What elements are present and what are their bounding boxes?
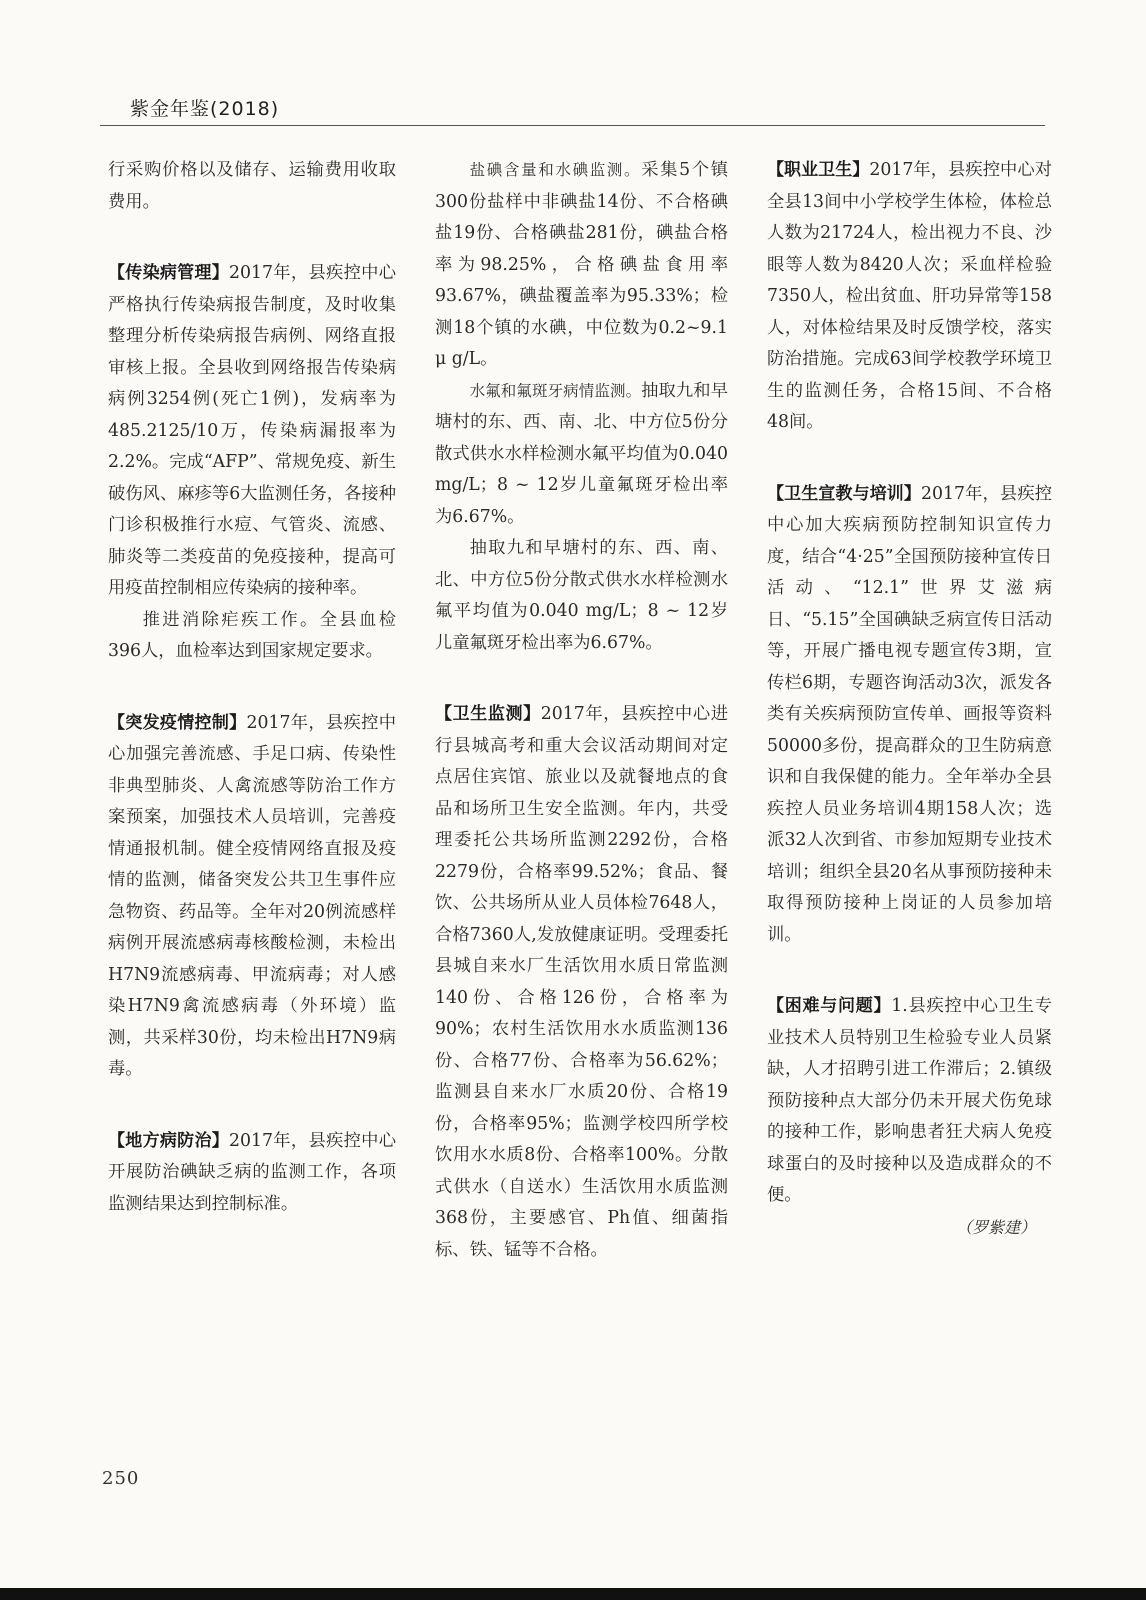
section-health-monitoring [435, 699, 728, 1266]
section-body: 2017年，县疾控中心进行县城高考和重大会议活动期间对定点居住宾馆、旅业以及就餐地点的食品和场所卫生安全监测。年内，共受理委托公共场所监测2292份，合格2279份，合格率99.52%；食品、餐饮、公共场所从业人员体检7648人，合格7360人,发放健康证明。受理委托县城自来水厂生活饮用水质日常监测140份、合格126份，合格率为90%；农村生活饮用水水质监测136份、合格77份、合格率为56.62%；监测县自来水厂水质20份、合格19份，合格率95%；监测学校四所学校饮用水水质8份、合格率100%。分散式供水（自送水）生活饮用水质监测368份，主要感官、Ph值、细菌指标、铁、锰等不合格。 [435, 704, 729, 1260]
author-credit: （罗紫建） [955, 1217, 1036, 1237]
section-outbreak-control [108, 708, 396, 1086]
scan-edge-bar [0, 1588, 1146, 1600]
paragraph-body: 采集5个镇300份盐样中非碘盐14份、不合格碘盐19份、合格碘盐281份，碘盐合格率为98.25%，合格碘盐食用率93.67%，碘盐覆盖率为95.33%；检测18个镇的水碘，中位数为0.2~9.1 μ g/L。 [435, 160, 728, 369]
section-endemic-disease [108, 1126, 396, 1221]
paragraph-malaria: 推进消除疟疾工作。全县血检396人，血检率达到国家规定要求。 [108, 609, 396, 661]
column-2 [435, 155, 728, 1266]
section-body: 2017年，县疾控中心对全县13间中小学校学生体检，体检总人数为21724人，检出视力不良、沙眼等人数为8420人次；采血样检验7350人，检出贫血、肝功异常等158人，对体检结果及时反馈学校，落实防治措施。完成63间学校教学环境卫生的监测任务，合格15间、不合格48间。 [767, 160, 1052, 432]
section-difficulties [767, 991, 1052, 1212]
section-heading: 【传染病管理】 [108, 263, 230, 283]
section-heading: 【卫生宣教与培训】 [767, 483, 922, 504]
header-rule [100, 125, 1045, 126]
paragraph-body: 抽取九和早塘村的东、西、南、北、中方位5份分散式供水水样检测水氟平均值为0.040 mg/L；8 ~ 12岁儿童氟斑牙检出率为6.67%。 [435, 380, 728, 527]
sub-heading: 盐碘含量和水碘监测。 [469, 161, 642, 179]
section-heading: 【卫生监测】 [435, 704, 541, 724]
section-health-education [767, 479, 1052, 952]
section-heading: 【困难与问题】 [767, 996, 892, 1016]
column-1 [108, 155, 396, 1220]
running-header: 紫金年鉴(2018) [130, 98, 280, 120]
section-heading: 【地方病防治】 [108, 1130, 230, 1151]
page-number: 250 [102, 1468, 140, 1489]
paragraph-salt-iodine [435, 155, 728, 376]
section-body: 2017年，县疾控中心严格执行传染病报告制度，及时收集整理分析传染病报告病例、网络直报审核上报。全县收到网络报告传染病病例3254例(死亡1例)，发病率为485.2125/10万，传染病漏报率为2.2%。完成“AFP”、常规免疫、新生破伤风、麻疹等6大监测任务，各接种门诊积极推行水痘、气管炎、流感、肺炎等二类疫苗的免疫接种，提高可用疫苗控制相应传染病的接种率。 [108, 263, 397, 598]
section-heading: 【突发疫情控制】 [108, 712, 247, 733]
section-infectious-disease [108, 258, 396, 605]
section-body: 2017年，县疾控中心加强完善流感、手足口病、传染性非典型肺炎、人禽流感等防治工作方案预案，加强技术人员培训，完善疫情通报机制。健全疫情网络直报及疫情的监测，储备突发公共卫生事件应急物资、药品等。全年对20例流感样病例开展流感病毒核酸检测，未检出H7N9流感病毒、甲流病毒；对人感染H7N9禽流感病毒（外环境）监测，共采样30份，均未检出H7N9病毒。 [108, 712, 397, 1079]
column-3 [767, 155, 1052, 1243]
sub-heading: 水氟和氟斑牙病情监测。 [469, 381, 642, 400]
section-heading: 【职业卫生】 [767, 160, 870, 180]
section-body: 2017年，县疾控中心开展防治碘缺乏病的监测工作，各项监测结果达到控制标准。 [108, 1130, 397, 1214]
continued-paragraph: 行采购价格以及储存、运输费用收取费用。 [108, 160, 396, 212]
paragraph-water-fluoride [435, 376, 728, 534]
section-body: 2017年，县疾控中心加大疾病预防控制知识宣传力度，结合“4·25”全国预防接种宣传日活动、“12.1”世界艾滋病日、“5.15”全国碘缺乏病宣传日活动等，开展广播电视专题宣传3期，宣传栏6期，专题咨询活动3次，派发各类有关疾病预防宣传单、画报等资料50000多份，提高群众的卫生防病意识和自我保健的能力。全年举办全县疾控人员业务培训4期158人次；选派32人次到省、市参加短期专业技术培训；组织全县20名从事预防接种未取得预防接种上岗证的人员参加培训。 [767, 483, 1053, 945]
section-occupational-health [767, 155, 1052, 439]
section-body: 1.县疾控中心卫生专业技术人员特别卫生检验专业人员紧缺，人才招聘引进工作滞后；2.镇级预防接种点大部分仍未开展犬伤免球的接种工作，影响患者狂犬病人免疫球蛋白的及时接种以及造成群众的不便。 [767, 996, 1052, 1205]
paragraph-fluoride-repeat: 抽取九和早塘村的东、西、南、北、中方位5份分散式供水水样检测水氟平均值为0.040 mg/L；8 ~ 12岁儿童氟斑牙检出率为6.67%。 [435, 538, 728, 653]
